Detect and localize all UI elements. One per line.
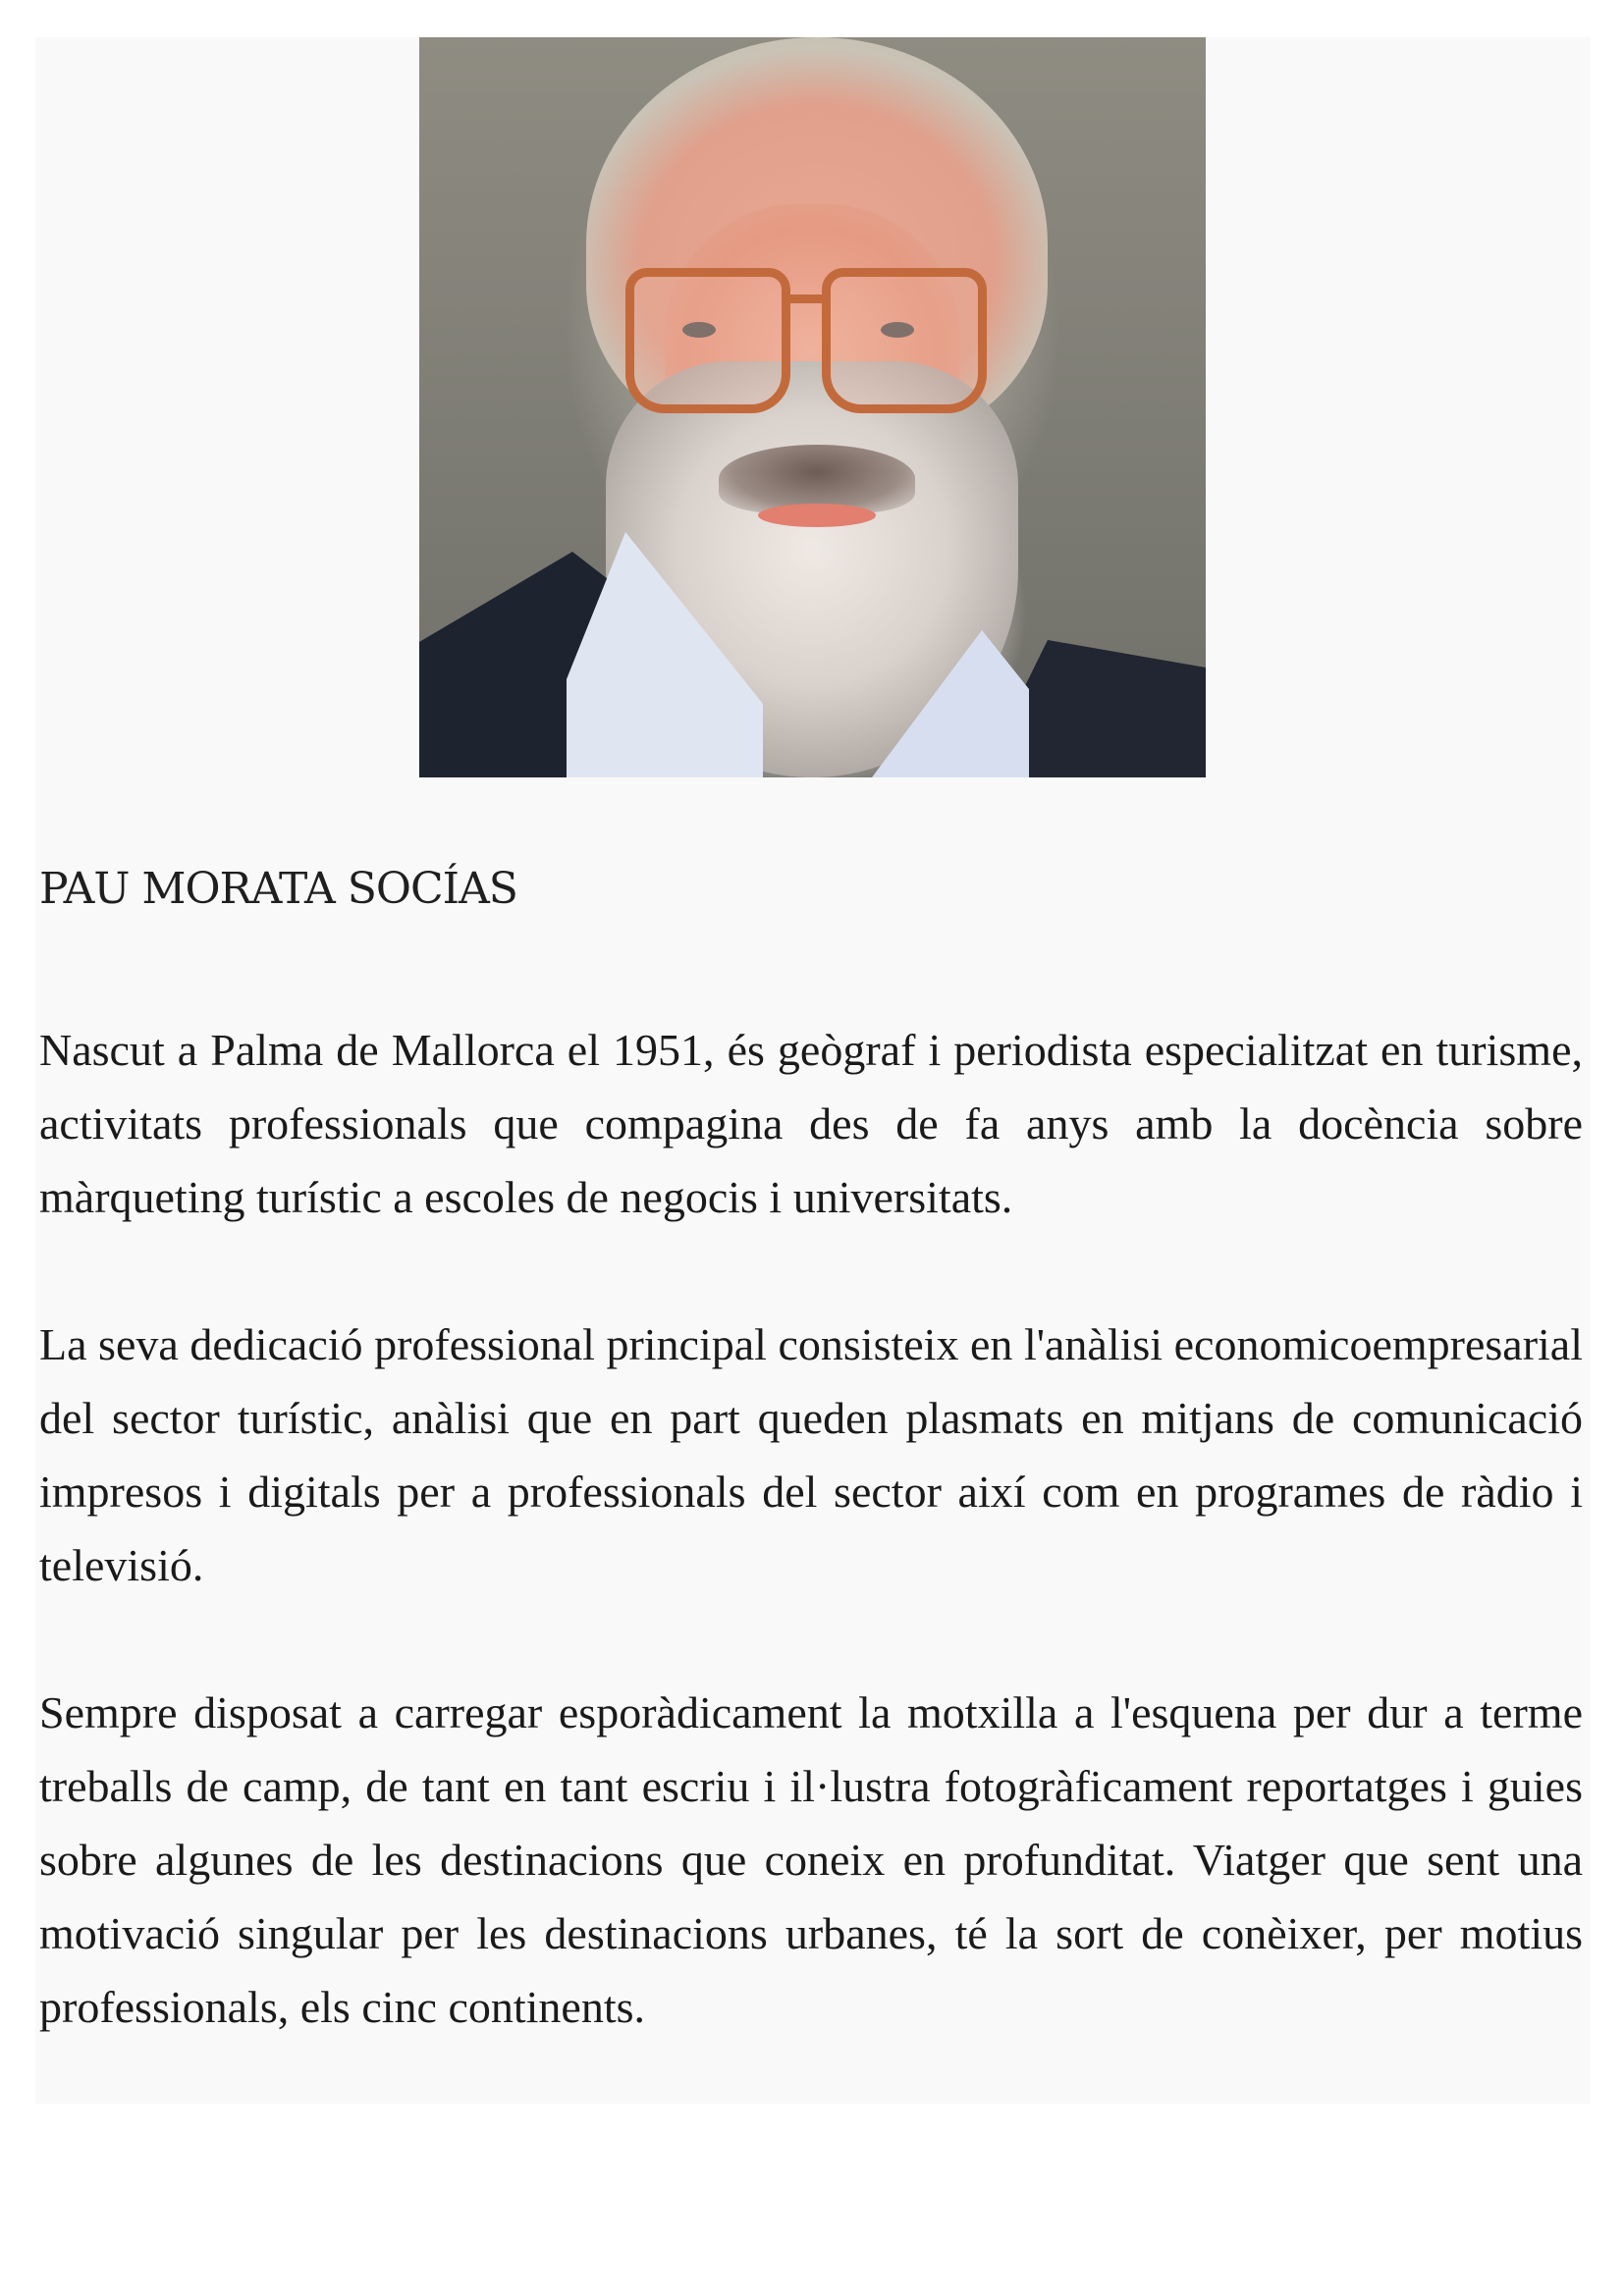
portrait-glasses-right-lens (822, 268, 987, 413)
bio-paragraph-2: La seva dedicació professional principal consisteix en l'anàlisi economicoempresarial del sector turístic, anàlisi que en part queden plasmats en mitjans de comunicació impresos i digitals per a professionals del sector així com en programes de ràdio i televisió. (39, 1319, 1583, 1590)
bio-paragraph-3: Sempre disposat a carregar esporàdicament la motxilla a l'esquena per dur a terme treballs de camp, de tant en tant escriu i il·lustra fotogràficament reportatges i guies sobre algunes de les destinacions que coneix en profunditat. Viatger que sent una motivació singular per les destinacions urbanes, té la sort de conèixer, per motius professionals, els cinc continents. (39, 1687, 1583, 2032)
bio-paragraph-1: Nascut a Palma de Mallorca el 1951, és geògraf i periodista especialitzat en turisme, activitats professionals que compagina des de fa anys amb la docència sobre màrqueting turístic a escoles de negocis i universitats. (39, 1025, 1583, 1222)
portrait-glasses-bridge (790, 294, 830, 303)
author-portrait-photo (419, 37, 1206, 777)
portrait-glasses-left-lens (625, 268, 790, 413)
author-name-heading: PAU MORATA SOCÍAS (39, 864, 517, 914)
portrait-lips (758, 504, 876, 527)
